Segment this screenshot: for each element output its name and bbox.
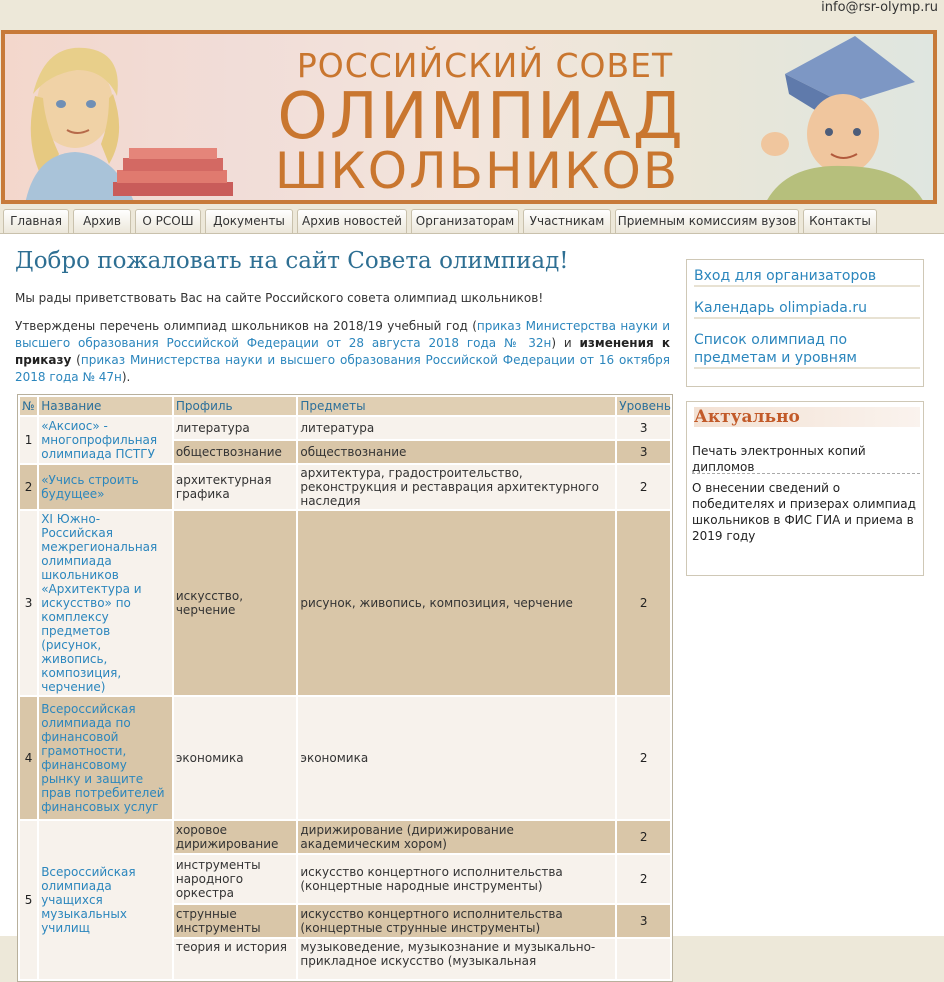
row-subjects: экономика	[298, 697, 615, 819]
table-header-row	[20, 397, 670, 415]
olympiad-link[interactable]: XI Южно-Российская межрегиональная олимпиада школьников «Архитектура и искусство» по комплексу предметов (рисунок, живопись, композиция, черчение)	[41, 512, 158, 694]
order-47n-link[interactable]: приказ Министерства науки и высшего образования Российской Федерации от 16 октября 2018 года № 47н	[15, 353, 671, 384]
row-profile: архитектурная графика	[174, 465, 297, 509]
row-level: 3	[617, 417, 670, 439]
row-level: 2	[617, 697, 670, 819]
row-profile: обществознание	[174, 441, 297, 463]
content-area	[0, 234, 944, 968]
news-item[interactable]: Печать электронных копий дипломов	[692, 444, 866, 474]
banner-title-line1: РОССИЙСКИЙ СОВЕТ	[296, 46, 674, 85]
row-num: 4	[20, 697, 37, 819]
col-name: Название	[39, 397, 172, 415]
row-subjects: литература	[298, 417, 615, 439]
changes-bold: изменения к приказу	[15, 336, 671, 367]
olympiad-link[interactable]: Всероссийская олимпиада учащихся музыкальных училищ	[41, 865, 136, 935]
table-row	[20, 465, 670, 509]
banner-title-line2: ОЛИМПИАД	[277, 80, 685, 154]
row-level: 2	[617, 855, 670, 903]
table-row	[20, 417, 670, 439]
row-name	[39, 821, 172, 979]
tab-archive[interactable]: Архив	[73, 209, 131, 233]
actual-news-box	[686, 401, 924, 576]
approved-text-part: Утверждены перечень олимпиад школьников на 2018/19 учебный год (	[15, 319, 477, 333]
row-level	[617, 939, 670, 979]
row-profile: струнные инструменты	[174, 905, 297, 937]
approved-text-part: ).	[121, 370, 131, 384]
row-level: 3	[617, 441, 670, 463]
col-level: Уровень	[619, 399, 671, 413]
row-profile: хоровое дирижирование	[174, 821, 297, 853]
olympiad-table	[17, 394, 673, 982]
row-subjects: обществознание	[298, 441, 615, 463]
banner-title-line3: ШКОЛЬНИКОВ	[274, 142, 680, 200]
row-name	[39, 697, 172, 819]
top-bar	[0, 0, 944, 28]
approved-text-part: (	[71, 353, 81, 367]
row-profile: теория и история	[174, 939, 297, 979]
col-profile: Профиль	[174, 397, 297, 415]
row-name	[39, 417, 172, 463]
news-item[interactable]: О внесении сведений о победителях и призерах олимпиад школьников в ФИС ГИА и приема в 2019 году	[692, 481, 916, 543]
welcome-text: Мы рады приветствовать Вас на сайте Российского совета олимпиад школьников!	[15, 291, 544, 305]
row-subjects: музыковедение, музыкознание и музыкально-прикладное искусство (музыкальная	[298, 939, 615, 979]
olympiad-link[interactable]: «Учись строить будущее»	[41, 473, 139, 501]
row-level: 2	[617, 511, 670, 695]
approved-text-part: ) и	[551, 336, 580, 350]
tab-about[interactable]: О РСОШ	[135, 209, 201, 233]
row-profile: экономика	[174, 697, 297, 819]
quick-links-box	[686, 259, 924, 387]
tab-home[interactable]: Главная	[3, 209, 69, 233]
order-32n-link[interactable]: приказ Министерства науки и высшего образования Российской Федерации от 28 августа 2018 года № 32н	[15, 319, 671, 350]
table-row	[20, 821, 670, 853]
table-row	[20, 697, 670, 819]
col-num: №	[20, 397, 37, 415]
tab-documents[interactable]: Документы	[205, 209, 293, 233]
row-level: 2	[617, 821, 670, 853]
row-subjects: рисунок, живопись, композиция, черчение	[298, 511, 615, 695]
col-subjects: Предметы	[298, 397, 615, 415]
row-subjects: архитектура, градостроительство, реконструкция и реставрация архитектурного наследия	[298, 465, 615, 509]
tab-contacts[interactable]: Контакты	[803, 209, 877, 233]
actual-title: Актуально	[694, 407, 920, 427]
row-name	[39, 511, 172, 695]
row-name	[39, 465, 172, 509]
tab-organizers[interactable]: Организаторам	[411, 209, 519, 233]
row-profile: искусство, черчение	[174, 511, 297, 695]
contact-email-link[interactable]: info@rsr-olymp.ru	[821, 0, 938, 15]
tab-participants[interactable]: Участникам	[523, 209, 611, 233]
olympiad-list-link[interactable]: Список олимпиад по предметам и уровням	[694, 331, 920, 369]
tab-admissions[interactable]: Приемным комиссиям вузов	[615, 209, 799, 233]
organizer-login-link[interactable]: Вход для организаторов	[694, 267, 920, 287]
tab-news-archive[interactable]: Архив новостей	[297, 209, 407, 233]
row-subjects: искусство концертного исполнительства (концертные струнные инструменты)	[298, 905, 615, 937]
main-nav	[0, 207, 944, 233]
calendar-link[interactable]: Календарь olimpiada.ru	[694, 299, 920, 319]
row-profile: инструменты народного оркестра	[174, 855, 297, 903]
row-level: 2	[617, 465, 670, 509]
row-subjects: искусство концертного исполнительства (концертные народные инструменты)	[298, 855, 615, 903]
page-title: Добро пожаловать на сайт Совета олимпиад!	[15, 248, 569, 274]
row-num: 5	[20, 821, 37, 979]
olympiad-link[interactable]: «Аксиос» - многопрофильная олимпиада ПСТГУ	[41, 419, 158, 461]
row-num: 2	[20, 465, 37, 509]
row-num: 3	[20, 511, 37, 695]
row-subjects: дирижирование (дирижирование академическим хором)	[298, 821, 615, 853]
row-profile: литература	[174, 417, 297, 439]
site-banner[interactable]	[1, 30, 937, 204]
news-divider	[692, 473, 920, 474]
row-num: 1	[20, 417, 37, 463]
table-row	[20, 511, 670, 695]
approved-text	[15, 318, 670, 386]
olympiad-link[interactable]: Всероссийская олимпиада по финансовой грамотности, финансовому рынку и защите прав потребителей финансовых услуг	[41, 702, 165, 814]
row-level: 3	[617, 905, 670, 937]
